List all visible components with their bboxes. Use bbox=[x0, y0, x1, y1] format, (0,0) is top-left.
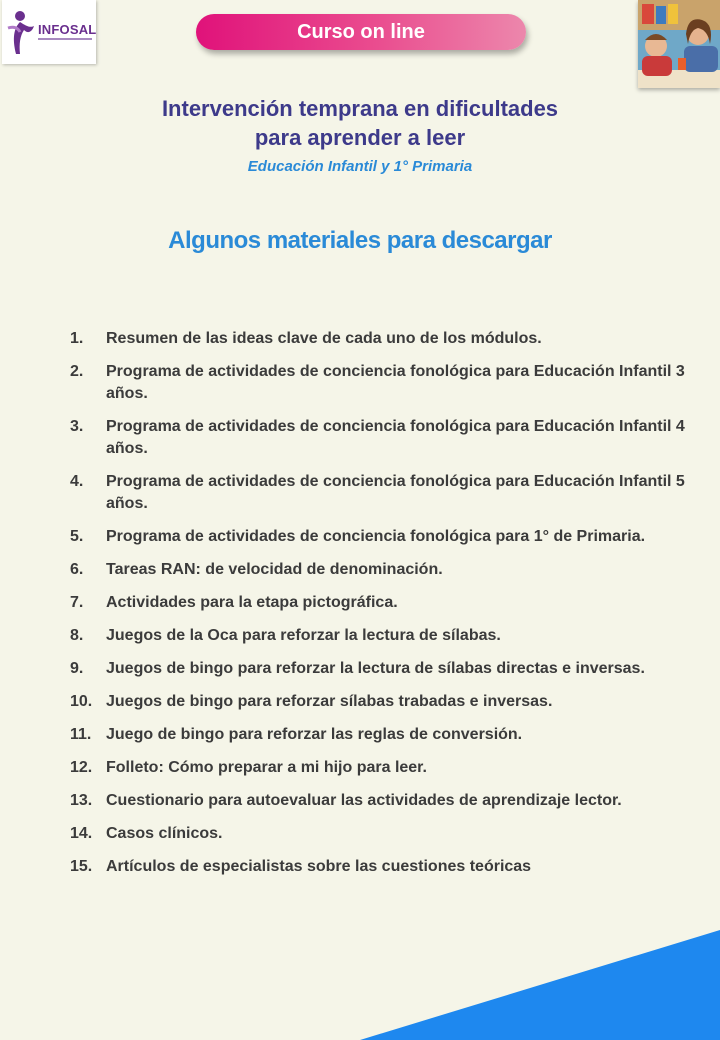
logo-text: INFOSAL bbox=[38, 22, 97, 37]
course-subtitle: Educación Infantil y 1° Primaria bbox=[247, 158, 473, 175]
list-item bbox=[70, 691, 700, 713]
list-item-number: 6. bbox=[70, 561, 84, 578]
list-item-number: 13. bbox=[70, 792, 93, 809]
list-item bbox=[70, 471, 700, 515]
list-item-text: Tareas RAN: de velocidad de denominación. bbox=[106, 561, 443, 578]
list-item bbox=[70, 592, 700, 614]
course-title-line1: Intervención temprana en dificultades bbox=[161, 96, 559, 121]
list-item-text: Resumen de las ideas clave de cada uno de los módulos. bbox=[106, 330, 542, 347]
list-item-number: 10. bbox=[70, 693, 93, 710]
list-item bbox=[70, 361, 700, 405]
list-item-number: 8. bbox=[70, 627, 84, 644]
list-item bbox=[70, 823, 700, 845]
list-item-number: 4. bbox=[70, 473, 84, 490]
logo-figure-icon bbox=[4, 8, 40, 60]
materials-list bbox=[70, 328, 700, 889]
list-item bbox=[70, 724, 700, 746]
list-item-text: Juegos de bingo para reforzar sílabas trabadas e inversas. bbox=[106, 693, 553, 710]
list-item-number: 7. bbox=[70, 594, 84, 611]
materials-heading: Algunos materiales para descargar bbox=[168, 227, 552, 254]
list-item-text: Juegos de la Oca para reforzar la lectura de sílabas. bbox=[106, 627, 501, 644]
list-item-number: 5. bbox=[70, 528, 84, 545]
logo-underline bbox=[38, 38, 92, 40]
list-item-number: 12. bbox=[70, 759, 93, 776]
classroom-photo bbox=[638, 0, 720, 88]
list-item-text: Programa de actividades de conciencia fonológica para 1° de Primaria. bbox=[106, 528, 646, 545]
list-item-text: Artículos de especialistas sobre las cuestiones teóricas bbox=[106, 858, 532, 875]
list-item-text: Programa de actividades de conciencia fonológica para Educación Infantil 4 años. bbox=[106, 418, 685, 457]
list-item-text: Juego de bingo para reforzar las reglas de conversión. bbox=[106, 726, 523, 743]
list-item-number: 14. bbox=[70, 825, 93, 842]
list-item bbox=[70, 625, 700, 647]
list-item bbox=[70, 856, 700, 878]
list-item-number: 11. bbox=[70, 726, 92, 743]
list-item bbox=[70, 790, 700, 812]
list-item-number: 15. bbox=[70, 858, 93, 875]
list-item-number: 9. bbox=[70, 660, 84, 677]
list-item-number: 3. bbox=[70, 418, 84, 435]
course-title bbox=[60, 94, 660, 152]
list-item bbox=[70, 416, 700, 460]
list-item bbox=[70, 559, 700, 581]
course-badge: Curso on line bbox=[196, 14, 526, 50]
list-item-number: 1. bbox=[70, 330, 84, 347]
list-item bbox=[70, 757, 700, 779]
list-item-text: Juegos de bingo para reforzar la lectura de sílabas directas e inversas. bbox=[106, 660, 645, 677]
list-item-text: Actividades para la etapa pictográfica. bbox=[106, 594, 398, 611]
infosal-logo bbox=[2, 0, 96, 64]
list-item bbox=[70, 328, 700, 350]
list-item-text: Cuestionario para autoevaluar las actividades de aprendizaje lector. bbox=[106, 792, 622, 809]
list-item bbox=[70, 658, 700, 680]
list-item-text: Folleto: Cómo preparar a mi hijo para leer. bbox=[106, 759, 427, 776]
list-item-number: 2. bbox=[70, 363, 84, 380]
list-item-text: Programa de actividades de conciencia fonológica para Educación Infantil 5 años. bbox=[106, 473, 685, 512]
list-item bbox=[70, 526, 700, 548]
list-item-text: Casos clínicos. bbox=[106, 825, 223, 842]
course-title-line2: para aprender a leer bbox=[254, 125, 466, 150]
list-item-text: Programa de actividades de conciencia fonológica para Educación Infantil 3 años. bbox=[106, 363, 685, 402]
